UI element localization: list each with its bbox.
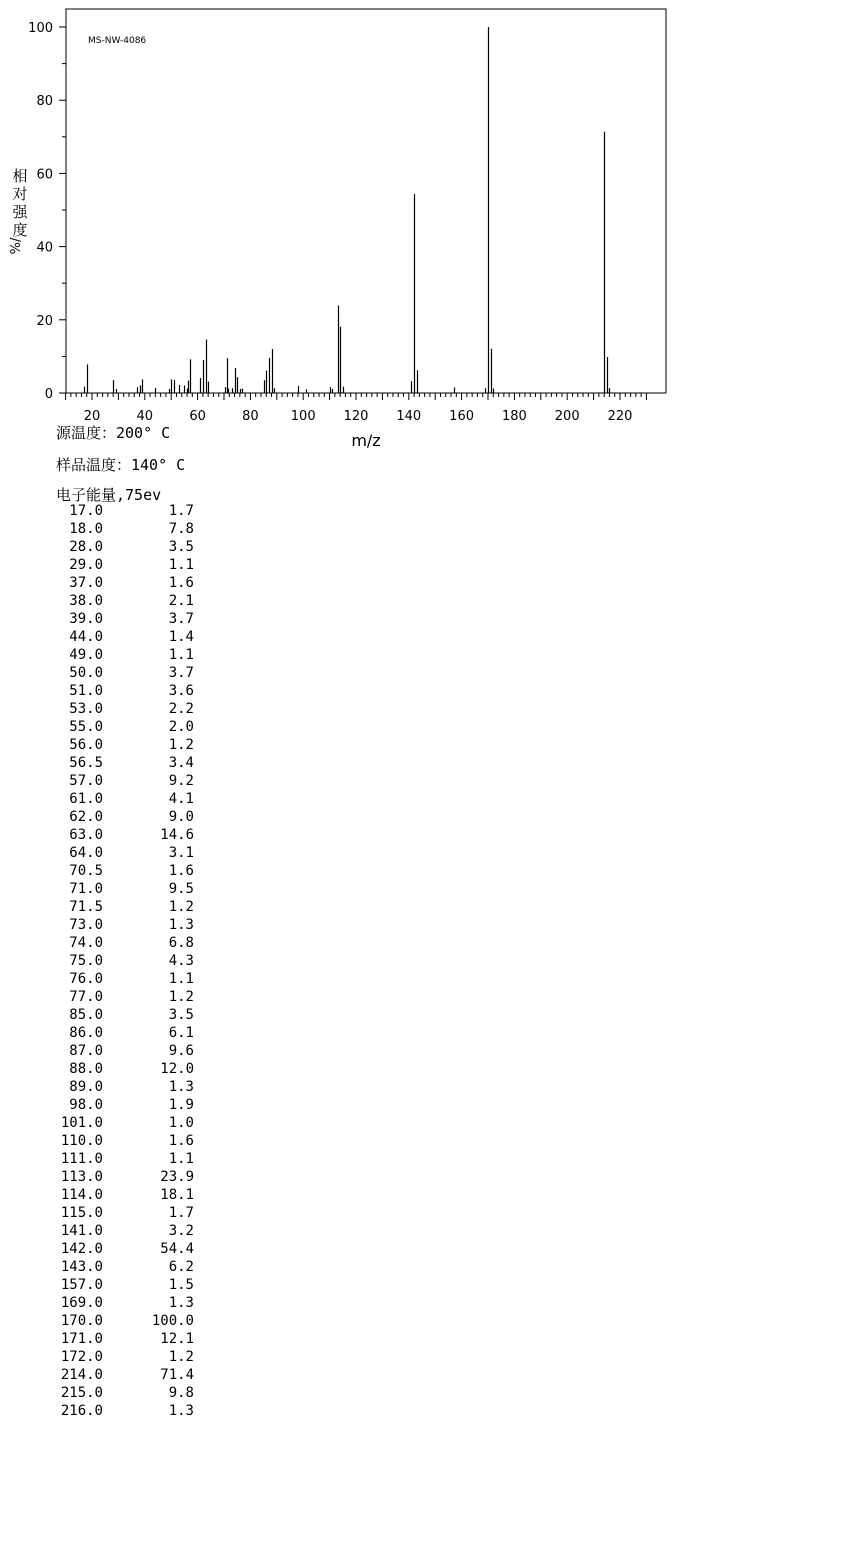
peak-mz: 62.0 [69,809,103,825]
peak-intensity: 1.2 [168,899,194,915]
x-axis-label: m/z [351,431,381,450]
peak-intensity: 1.2 [168,737,194,753]
peak-intensity: 9.8 [168,1385,194,1401]
peak-row [0,592,260,610]
peak-row [0,1402,260,1420]
peak-intensity: 23.9 [160,1169,194,1185]
peak-mz: 53.0 [69,701,103,717]
peak-intensity: 9.2 [168,773,194,789]
peak-row [0,970,260,988]
peak-row [0,952,260,970]
peak-mz: 141.0 [60,1223,103,1239]
peak-intensity: 9.0 [168,809,194,825]
peak-mz: 85.0 [69,1007,103,1023]
peak-row [0,844,260,862]
x-tick-label: 40 [136,409,154,424]
peak-row [0,1006,260,1024]
peak-mz: 113.0 [60,1169,103,1185]
sample-temperature: 样品温度：140° C [56,456,186,474]
peak-intensity: 9.5 [168,881,194,897]
x-tick-label: 180 [501,409,527,424]
peak-mz: 37.0 [69,575,103,591]
peak-mz: 87.0 [69,1043,103,1059]
peak-mz: 44.0 [69,629,103,645]
peak-row [0,826,260,844]
peak-intensity: 12.1 [160,1331,194,1347]
x-tick-label: 140 [396,409,422,424]
peak-mz: 71.5 [69,899,103,915]
peak-intensity: 1.6 [168,1133,194,1149]
peak-intensity: 7.8 [168,521,194,537]
peak-intensity: 1.5 [168,1277,194,1293]
mass-spectrum-chart [0,0,700,455]
peak-row [0,628,260,646]
peak-row [0,1186,260,1204]
peak-intensity: 3.1 [168,845,194,861]
peak-mz: 171.0 [60,1331,103,1347]
peak-mz: 89.0 [69,1079,103,1095]
peak-row [0,808,260,826]
peak-mz: 215.0 [60,1385,103,1401]
y-axis-label-char-3: 强 [12,203,28,221]
x-tick-label: 160 [449,409,475,424]
peak-mz: 51.0 [69,683,103,699]
y-axis [28,21,66,402]
peak-mz: 49.0 [69,647,103,663]
peak-mz: 73.0 [69,917,103,933]
peak-intensity: 3.7 [168,665,194,681]
y-axis-label-char-4: 度 [12,221,28,239]
x-tick-label: 80 [242,409,259,424]
peak-mz: 56.0 [69,737,103,753]
peak-row [0,556,260,574]
peak-row [0,988,260,1006]
peak-mz: 86.0 [69,1025,103,1041]
peak-row [0,1132,260,1150]
peak-row [0,574,260,592]
peak-row [0,502,260,520]
peak-row [0,916,260,934]
peak-mz: 74.0 [69,935,103,951]
peak-mz: 57.0 [69,773,103,789]
plot-frame [66,9,666,393]
peak-mz: 64.0 [69,845,103,861]
peak-row [0,664,260,682]
peak-mz: 71.0 [69,881,103,897]
peak-mz: 143.0 [60,1259,103,1275]
y-axis-unit-label: %/ [9,237,24,255]
peak-row [0,682,260,700]
y-tick-label: 100 [28,21,53,36]
peak-row [0,1366,260,1384]
peak-intensity: 1.3 [168,1079,194,1095]
peak-mz: 115.0 [60,1205,103,1221]
peak-intensity: 18.1 [160,1187,194,1203]
peak-row [0,1024,260,1042]
peak-row [0,1204,260,1222]
y-tick-label: 20 [36,313,53,329]
peak-intensity: 3.6 [168,683,194,699]
peak-intensity: 1.1 [168,1151,194,1167]
peak-row [0,934,260,952]
spectrum-id-label: MS-NW-4086 [88,36,147,46]
peak-mz: 142.0 [60,1241,103,1257]
peak-intensity: 3.4 [168,755,194,771]
peak-row [0,646,260,664]
peak-intensity: 1.4 [168,629,194,645]
x-tick-label: 200 [554,409,580,424]
x-tick-label: 120 [343,409,369,424]
peak-row [0,1222,260,1240]
peak-intensity: 3.2 [168,1223,194,1239]
peak-intensity: 71.4 [160,1367,194,1383]
peak-mz: 63.0 [69,827,103,843]
peak-row [0,718,260,736]
peak-row [0,880,260,898]
y-tick-label: 60 [36,167,53,183]
peak-intensity: 6.1 [168,1025,194,1041]
peak-intensity: 1.6 [168,575,194,591]
peak-intensity: 1.2 [168,989,194,1005]
peak-row [0,1276,260,1294]
peak-mz: 172.0 [60,1349,103,1365]
peak-intensity: 1.1 [168,557,194,573]
peak-intensity: 1.3 [168,917,194,933]
peak-mz: 38.0 [69,593,103,609]
peak-row [0,1168,260,1186]
peak-row [0,1060,260,1078]
peak-intensity: 1.7 [168,503,194,519]
peak-row [0,1384,260,1402]
peak-intensity: 1.7 [168,1205,194,1221]
peak-row [0,1078,260,1096]
x-tick-label: 20 [83,409,101,424]
peak-intensity: 6.8 [168,935,194,951]
peak-row [0,1096,260,1114]
x-tick-label: 60 [189,409,206,424]
spectrum-peaks [85,27,610,393]
peak-mz: 50.0 [69,665,103,681]
peak-intensity: 1.6 [168,863,194,879]
peak-intensity: 1.1 [168,647,194,663]
peak-row [0,1294,260,1312]
y-axis-label-char-1: 相 [12,167,28,185]
y-axis-label-char-2: 对 [12,185,28,203]
peak-row [0,862,260,880]
peak-mz: 214.0 [60,1367,103,1383]
y-tick-label: 40 [36,240,53,256]
peak-mz: 114.0 [60,1187,103,1203]
peak-mz: 18.0 [69,521,103,537]
peak-intensity: 4.1 [168,791,194,807]
peak-mz: 111.0 [60,1151,103,1167]
peak-mz: 110.0 [60,1133,103,1149]
source-temperature: 源温度：200° C [56,424,171,442]
peak-intensity: 100.0 [151,1313,194,1329]
peak-row [0,772,260,790]
x-axis [66,393,647,424]
peak-row [0,1240,260,1258]
peak-row [0,1348,260,1366]
peak-mz: 39.0 [69,611,103,627]
peak-row [0,538,260,556]
peak-intensity: 3.7 [168,611,194,627]
peak-intensity: 1.1 [168,971,194,987]
peak-intensity: 2.2 [168,701,194,717]
peak-row [0,754,260,772]
peak-mz: 170.0 [60,1313,103,1329]
peak-mz: 29.0 [69,557,103,573]
peak-intensity: 6.2 [168,1259,194,1275]
peak-mz: 70.5 [69,863,103,879]
peak-intensity: 1.9 [168,1097,194,1113]
peak-intensity: 2.1 [168,593,194,609]
peak-row [0,1330,260,1348]
y-tick-label: 0 [44,387,53,402]
peak-mz: 169.0 [60,1295,103,1311]
y-tick-label: 80 [36,94,53,110]
peak-mz: 28.0 [69,539,103,555]
peak-intensity: 12.0 [160,1061,194,1077]
x-tick-label: 100 [290,409,316,424]
electron-energy: 电子能量,75ev [56,486,162,504]
peak-intensity: 54.4 [160,1241,194,1257]
peak-intensity: 1.2 [168,1349,194,1365]
peak-intensity: 14.6 [160,827,194,843]
peak-mz: 55.0 [69,719,103,735]
peak-row [0,1312,260,1330]
peak-intensity: 3.5 [168,1007,194,1023]
peak-mz: 56.5 [69,755,103,771]
peak-intensity: 1.3 [168,1295,194,1311]
peak-mz: 88.0 [69,1061,103,1077]
peak-row [0,898,260,916]
peak-mz: 76.0 [69,971,103,987]
peak-table [0,502,260,1420]
peak-mz: 75.0 [69,953,103,969]
peak-row [0,1150,260,1168]
peak-mz: 216.0 [60,1403,103,1419]
peak-mz: 77.0 [69,989,103,1005]
peak-mz: 61.0 [69,791,103,807]
x-tick-label: 220 [607,409,633,424]
peak-intensity: 1.3 [168,1403,194,1419]
peak-row [0,700,260,718]
peak-mz: 17.0 [69,503,103,519]
peak-mz: 98.0 [69,1097,103,1113]
peak-row [0,1114,260,1132]
peak-row [0,1258,260,1276]
peak-row [0,1042,260,1060]
peak-row [0,610,260,628]
peak-row [0,520,260,538]
peak-mz: 101.0 [60,1115,103,1131]
peak-intensity: 1.0 [168,1115,194,1131]
peak-row [0,736,260,754]
peak-intensity: 2.0 [168,719,194,735]
peak-intensity: 4.3 [168,953,194,969]
peak-row [0,790,260,808]
peak-mz: 157.0 [60,1277,103,1293]
peak-intensity: 9.6 [168,1043,194,1059]
peak-intensity: 3.5 [168,539,194,555]
